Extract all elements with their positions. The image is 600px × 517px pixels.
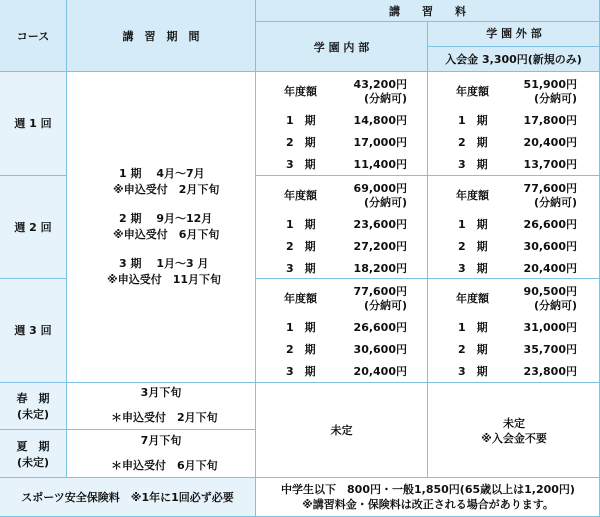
spring-period: [67, 383, 256, 430]
term-1-label: 1 期: [286, 114, 316, 127]
term-2-value: 27,200円: [353, 240, 407, 253]
installment-note: (分納可): [533, 299, 577, 312]
header-fee: [256, 0, 600, 22]
installment-note: (分納可): [533, 92, 577, 105]
annual-value: 90,500円: [523, 285, 577, 298]
seasonal-internal-fee: [256, 383, 428, 478]
header-period: [67, 0, 256, 72]
row-spring: [0, 383, 67, 430]
term-1-value: 26,600円: [523, 218, 577, 231]
term-3-label: 3 期: [458, 262, 488, 275]
term-1-label: 1 期: [286, 321, 316, 334]
term-2-value: 20,400円: [523, 136, 577, 149]
term-2-label: 2 期: [458, 240, 488, 253]
term-3-value: 18,200円: [353, 262, 407, 275]
annual-value: 77,600円: [523, 182, 577, 195]
insurance-fee-cell: [256, 478, 600, 517]
annual-label: 年度額: [456, 292, 489, 305]
term-3-value: 20,400円: [523, 262, 577, 275]
term-2-value: 17,000円: [353, 136, 407, 149]
spring-status: (未定): [16, 408, 50, 421]
row-week-1-label: 週 1 回: [14, 117, 52, 130]
term-1-label: 1 期: [458, 114, 488, 127]
spring-period-note: ＊申込受付 2月下旬: [111, 411, 218, 424]
term-3-label: 3 期: [286, 158, 316, 171]
annual-value: 43,200円: [353, 78, 407, 91]
header-admission-label: 入会金 3,300円(新規のみ): [445, 53, 582, 66]
term-1-label: 1 期: [458, 218, 488, 231]
header-course: [0, 0, 67, 72]
row-week-3: [0, 279, 67, 383]
term-2-label: 2 期: [286, 136, 316, 149]
term-3-value: 13,700円: [523, 158, 577, 171]
seasonal-external-fee: [428, 383, 600, 478]
term-2-value: 35,700円: [523, 343, 577, 356]
insurance-label: スポーツ安全保険料 ※1年に1回必ず必要: [21, 490, 234, 504]
term-2-value: 30,600円: [523, 240, 577, 253]
fee-w2-internal: [256, 176, 428, 279]
annual-label: 年度額: [456, 189, 489, 202]
period-1: 1 期 4月～7月: [119, 167, 205, 180]
period-2-note: ※申込受付 6月下旬: [113, 228, 220, 241]
header-fee-label: 講 習 料: [389, 4, 466, 18]
fee-w3-external: [428, 279, 600, 383]
term-2-label: 2 期: [458, 343, 488, 356]
seasonal-internal-fee-text: 未定: [330, 423, 353, 437]
period-1-note: ※申込受付 2月下旬: [113, 183, 220, 196]
installment-note: (分納可): [363, 92, 407, 105]
installment-note: (分納可): [533, 196, 577, 209]
row-summer: [0, 430, 67, 478]
row-week-2-label: 週 2 回: [14, 220, 52, 234]
period-2: 2 期 9月～12月: [119, 212, 213, 225]
header-internal-label: 学 園 内 部: [313, 40, 370, 54]
insurance-line-2: ※講習料金・保険料は改正される場合があります。: [302, 498, 554, 511]
term-1-value: 26,600円: [353, 321, 407, 334]
annual-label: 年度額: [284, 292, 317, 305]
annual-label: 年度額: [284, 189, 317, 202]
term-1-label: 1 期: [458, 321, 488, 334]
summer-period-note: ＊申込受付 6月下旬: [111, 459, 218, 472]
installment-note: (分納可): [363, 299, 407, 312]
term-3-label: 3 期: [458, 158, 488, 171]
header-external: [428, 22, 600, 47]
term-3-label: 3 期: [286, 365, 316, 378]
fee-w1-external: [428, 72, 600, 176]
term-3-value: 11,400円: [353, 158, 407, 171]
summer-period: [67, 430, 256, 478]
term-3-value: 20,400円: [353, 365, 407, 378]
seasonal-external-fee-text: 未定: [503, 417, 525, 430]
term-2-label: 2 期: [286, 343, 316, 356]
period-cell: [67, 72, 256, 383]
fee-w3-internal: [256, 279, 428, 383]
seasonal-external-note: ※入会金不要: [481, 432, 547, 445]
insurance-line-1: 中学生以下 800円・一般1,850円(65歳以上は1,200円): [281, 483, 575, 496]
insurance-label-cell: [0, 478, 256, 517]
term-2-label: 2 期: [458, 136, 488, 149]
row-week-3-label: 週 3 回: [14, 324, 52, 337]
term-3-value: 23,800円: [523, 365, 577, 378]
summer-status: (未定): [16, 456, 50, 469]
header-admission: [428, 47, 600, 72]
term-1-value: 31,000円: [523, 321, 577, 334]
summer-period-text: 7月下旬: [140, 434, 182, 447]
annual-value: 69,000円: [353, 182, 407, 195]
header-internal: [256, 22, 428, 72]
row-week-2: [0, 176, 67, 279]
term-2-value: 30,600円: [353, 343, 407, 356]
term-2-label: 2 期: [286, 240, 316, 253]
term-1-value: 14,800円: [353, 114, 407, 127]
annual-label: 年度額: [284, 85, 317, 98]
period-3: 3 期 1月～3 月: [119, 257, 209, 270]
annual-value: 77,600円: [353, 285, 407, 298]
period-3-note: ※申込受付 11月下旬: [107, 273, 222, 286]
spring-label: 春 期: [16, 392, 50, 405]
fee-w2-external: [428, 176, 600, 279]
term-1-label: 1 期: [286, 218, 316, 231]
summer-label: 夏 期: [16, 440, 50, 453]
annual-value: 51,900円: [523, 78, 577, 91]
header-course-label: コース: [16, 29, 50, 43]
fee-w1-internal: [256, 72, 428, 176]
annual-label: 年度額: [456, 85, 489, 98]
term-3-label: 3 期: [458, 365, 488, 378]
term-1-value: 17,800円: [523, 114, 577, 127]
spring-period-text: 3月下旬: [140, 386, 182, 399]
header-external-label: 学 園 外 部: [486, 27, 542, 40]
term-1-value: 23,600円: [353, 218, 407, 231]
installment-note: (分納可): [363, 196, 407, 209]
term-3-label: 3 期: [286, 262, 316, 275]
header-period-label: 講 習 期 間: [122, 29, 200, 43]
row-week-1: [0, 72, 67, 176]
